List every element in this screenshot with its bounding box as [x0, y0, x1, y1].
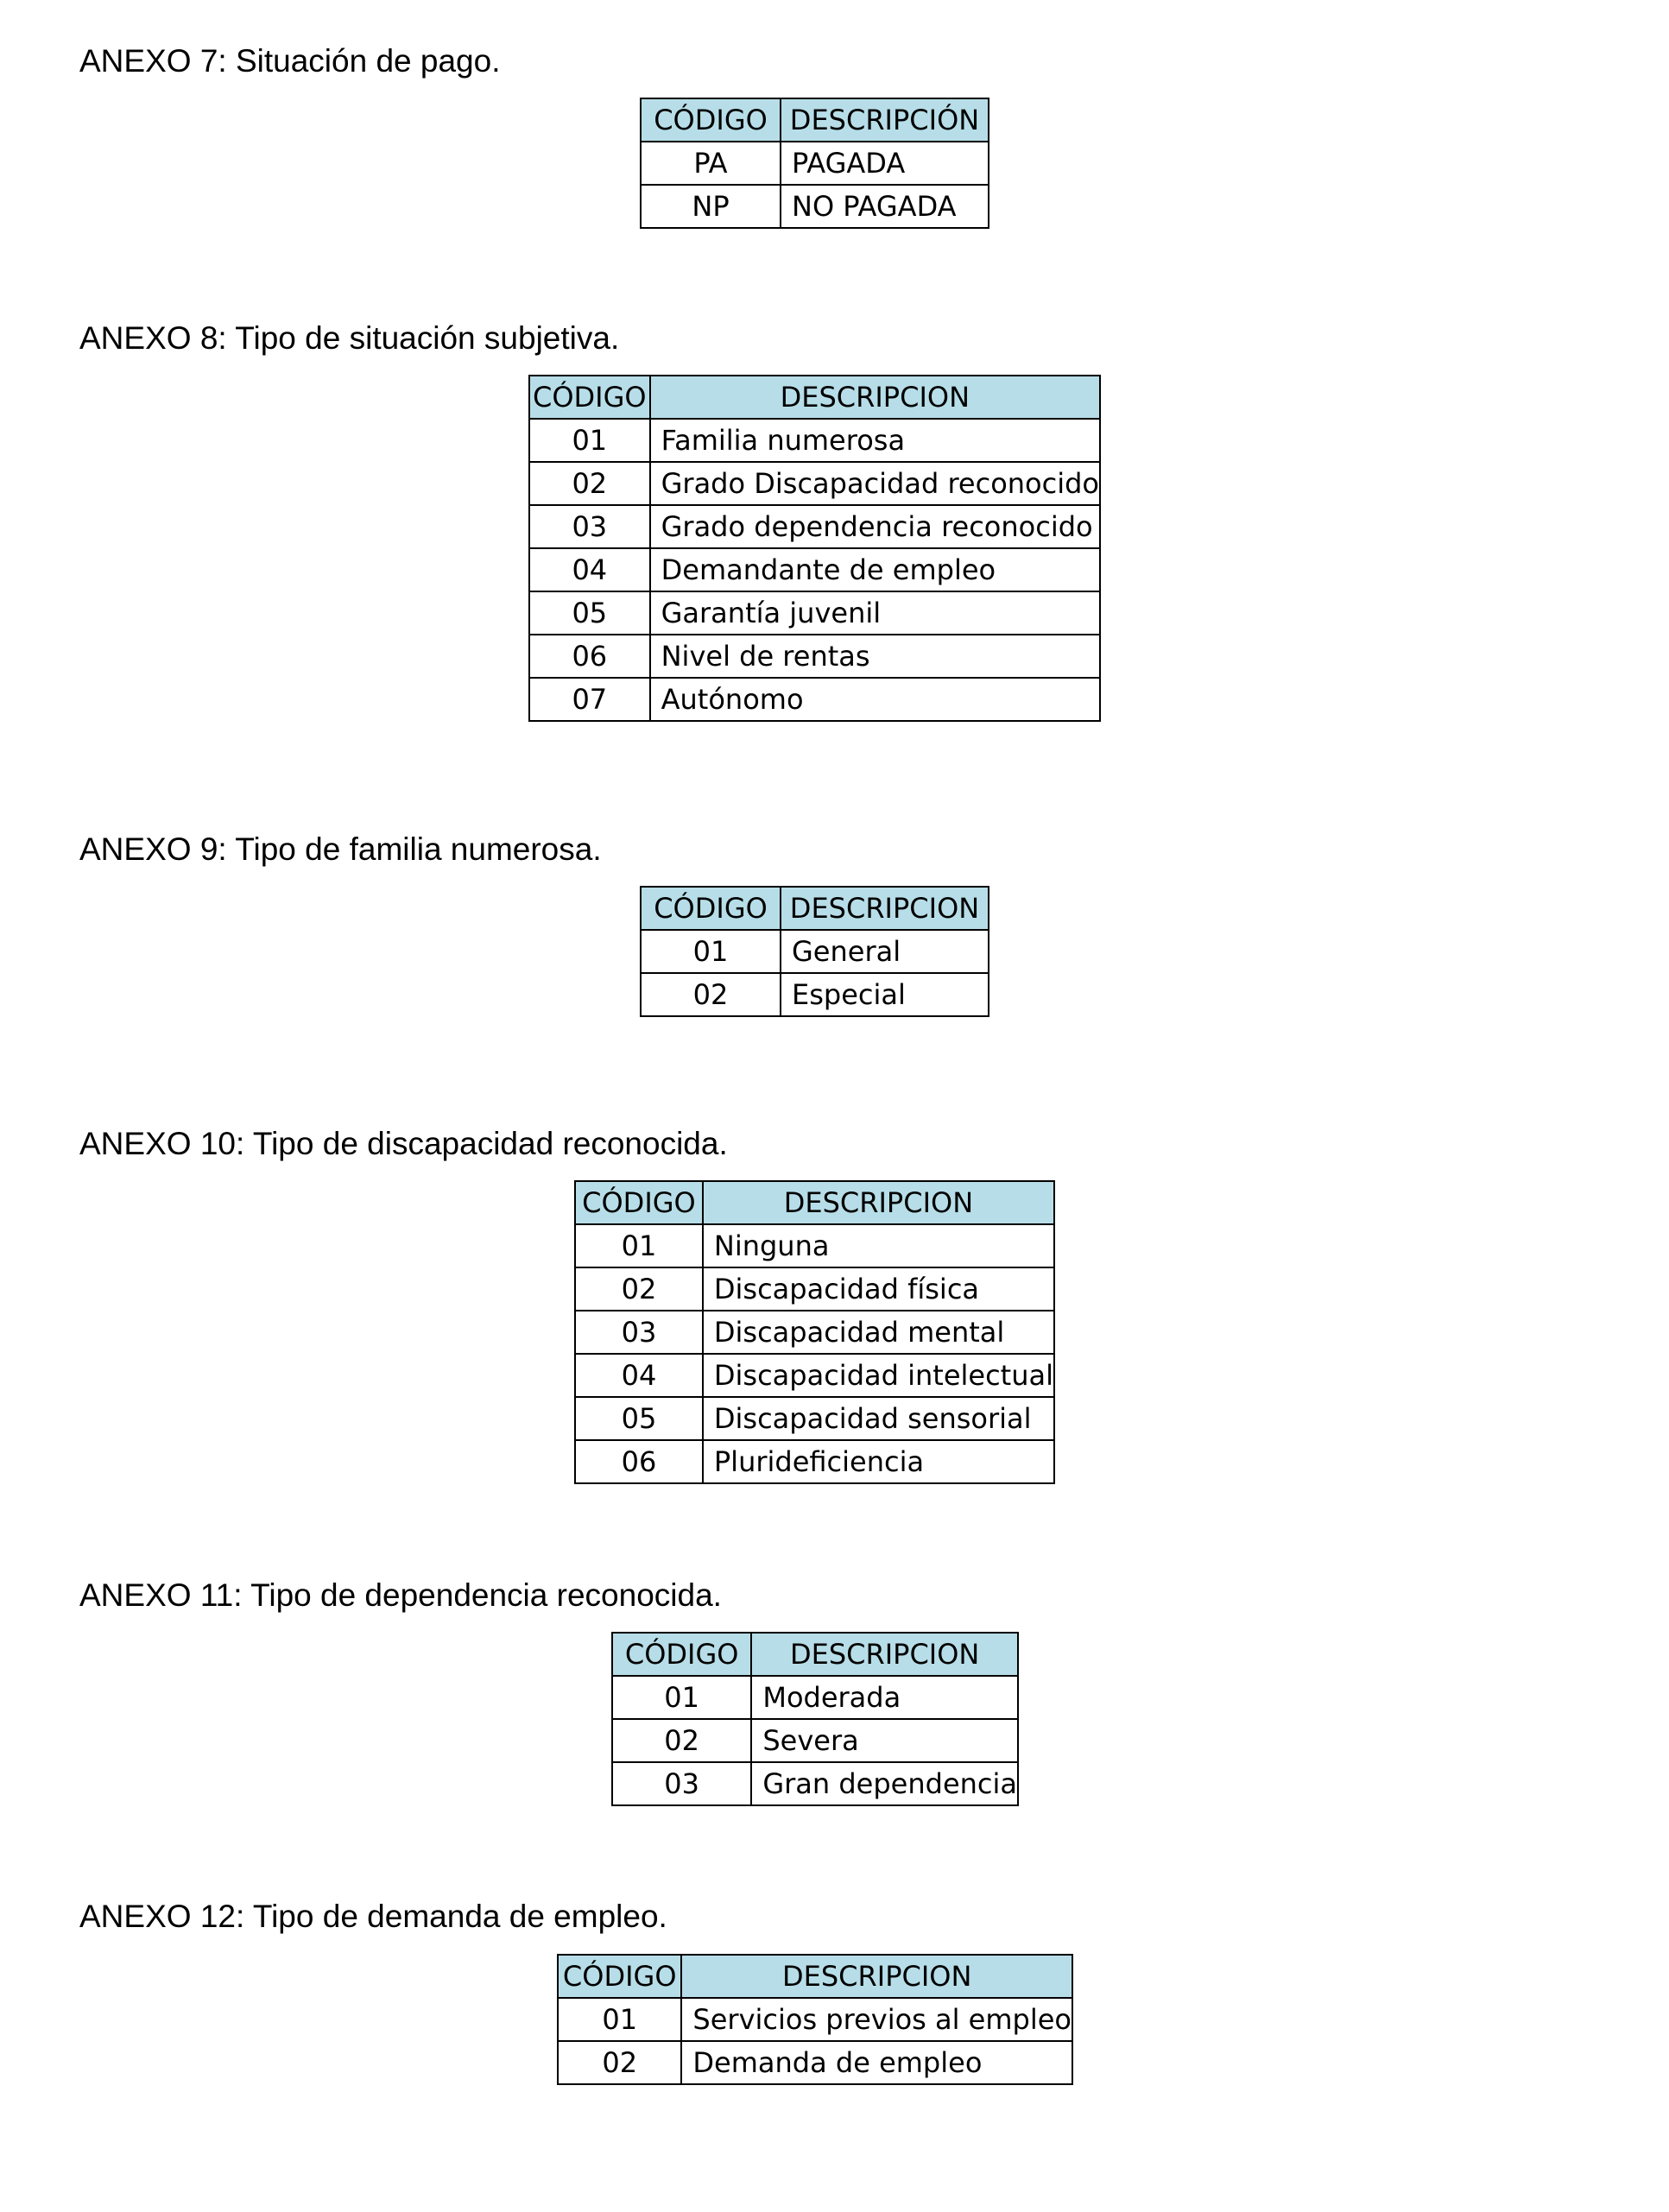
table-row: [529, 548, 1100, 591]
annex-9-table: [640, 886, 989, 1017]
table-row: [641, 973, 989, 1016]
code-cell: 03: [529, 505, 650, 548]
column-header-code: CÓDIGO: [641, 98, 781, 142]
table-row: [529, 505, 1100, 548]
annex-12-table: [557, 1954, 1073, 2085]
table-row: [641, 185, 989, 228]
description-cell: NO PAGADA: [781, 185, 989, 228]
table-row: [529, 462, 1100, 505]
column-header-description: DESCRIPCION: [703, 1181, 1054, 1224]
column-header-description: DESCRIPCION: [681, 1955, 1072, 1998]
table-row: [575, 1311, 1054, 1354]
annex-10-title: ANEXO 10: Tipo de discapacidad reconocida.: [79, 1126, 728, 1161]
code-cell: 01: [641, 930, 781, 973]
description-cell: Garantía juvenil: [650, 591, 1100, 635]
table-row: [575, 1354, 1054, 1397]
code-cell: NP: [641, 185, 781, 228]
description-cell: Grado Discapacidad reconocido: [650, 462, 1100, 505]
code-cell: 01: [612, 1676, 751, 1719]
table-row: [575, 1397, 1054, 1440]
column-header-code: CÓDIGO: [612, 1633, 751, 1676]
code-cell: 04: [575, 1354, 703, 1397]
description-cell: Moderada: [751, 1676, 1018, 1719]
code-cell: 02: [575, 1267, 703, 1311]
table-row: [641, 142, 989, 185]
description-cell: Especial: [781, 973, 989, 1016]
annex-12-title: ANEXO 12: Tipo de demanda de empleo.: [79, 1899, 667, 1934]
description-cell: Familia numerosa: [650, 419, 1100, 462]
code-cell: PA: [641, 142, 781, 185]
table-header-row: [641, 887, 989, 930]
code-cell: 03: [612, 1762, 751, 1805]
description-cell: Demandante de empleo: [650, 548, 1100, 591]
column-header-description: DESCRIPCION: [650, 376, 1100, 419]
table-header-row: [575, 1181, 1054, 1224]
table-row: [575, 1267, 1054, 1311]
column-header-code: CÓDIGO: [558, 1955, 681, 1998]
annex-11-table: [611, 1632, 1019, 1806]
description-cell: Discapacidad sensorial: [703, 1397, 1054, 1440]
table-row: [612, 1676, 1018, 1719]
column-header-code: CÓDIGO: [529, 376, 650, 419]
annex-7-title: ANEXO 7: Situación de pago.: [79, 43, 501, 79]
description-cell: Discapacidad mental: [703, 1311, 1054, 1354]
code-cell: 02: [558, 2041, 681, 2084]
code-cell: 02: [641, 973, 781, 1016]
description-cell: Nivel de rentas: [650, 635, 1100, 678]
annex-10-table: [574, 1180, 1055, 1484]
table-row: [529, 678, 1100, 721]
description-cell: Severa: [751, 1719, 1018, 1762]
code-cell: 05: [575, 1397, 703, 1440]
annex-8-title: ANEXO 8: Tipo de situación subjetiva.: [79, 320, 620, 356]
code-cell: 05: [529, 591, 650, 635]
table-header-row: [612, 1633, 1018, 1676]
description-cell: Pluridеficiencia: [703, 1440, 1054, 1483]
table-row: [641, 930, 989, 973]
column-header-code: CÓDIGO: [641, 887, 781, 930]
description-cell: Servicios previos al empleo: [681, 1998, 1072, 2041]
table-row: [612, 1719, 1018, 1762]
code-cell: 02: [529, 462, 650, 505]
table-header-row: [641, 98, 989, 142]
column-header-description: DESCRIPCIÓN: [781, 98, 989, 142]
description-cell: PAGADA: [781, 142, 989, 185]
description-cell: General: [781, 930, 989, 973]
annex-8-table: [528, 375, 1101, 722]
table-row: [529, 419, 1100, 462]
annex-11-title: ANEXO 11: Tipo de dependencia reconocida.: [79, 1577, 722, 1613]
table-row: [558, 2041, 1072, 2084]
description-cell: Discapacidad física: [703, 1267, 1054, 1311]
table-row: [575, 1224, 1054, 1267]
column-header-code: CÓDIGO: [575, 1181, 703, 1224]
table-row: [575, 1440, 1054, 1483]
table-row: [558, 1998, 1072, 2041]
code-cell: 07: [529, 678, 650, 721]
table-row: [529, 591, 1100, 635]
description-cell: Gran dependencia: [751, 1762, 1018, 1805]
code-cell: 01: [575, 1224, 703, 1267]
table-header-row: [558, 1955, 1072, 1998]
column-header-description: DESCRIPCION: [781, 887, 989, 930]
code-cell: 01: [558, 1998, 681, 2041]
table-row: [612, 1762, 1018, 1805]
code-cell: 06: [575, 1440, 703, 1483]
table-row: [529, 635, 1100, 678]
code-cell: 03: [575, 1311, 703, 1354]
annex-7-table: [640, 98, 989, 229]
description-cell: Grado dependencia reconocido: [650, 505, 1100, 548]
code-cell: 02: [612, 1719, 751, 1762]
code-cell: 01: [529, 419, 650, 462]
description-cell: Autónomo: [650, 678, 1100, 721]
table-header-row: [529, 376, 1100, 419]
code-cell: 06: [529, 635, 650, 678]
description-cell: Ninguna: [703, 1224, 1054, 1267]
description-cell: Demanda de empleo: [681, 2041, 1072, 2084]
column-header-description: DESCRIPCION: [751, 1633, 1018, 1676]
description-cell: Discapacidad intelectual: [703, 1354, 1054, 1397]
code-cell: 04: [529, 548, 650, 591]
annex-9-title: ANEXO 9: Tipo de familia numerosa.: [79, 831, 602, 867]
